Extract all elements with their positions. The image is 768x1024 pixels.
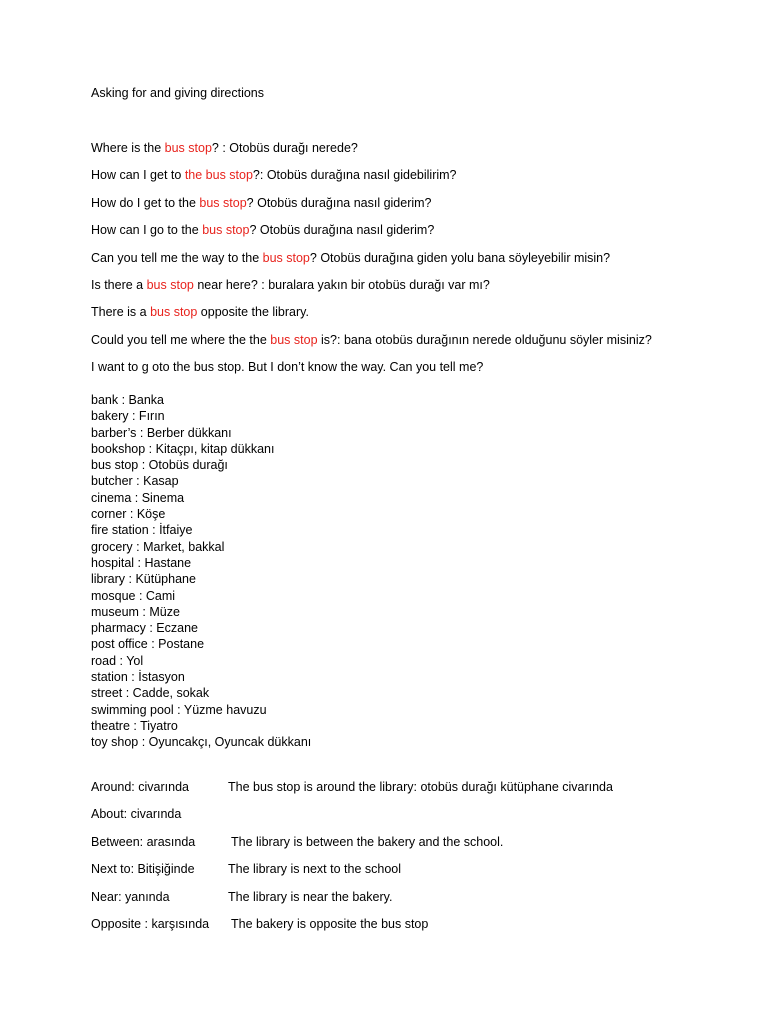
direction-phrases-list — [91, 140, 652, 387]
phrase-text: How can I go to the — [91, 223, 203, 238]
vocabulary-item: hospital : Hastane — [91, 555, 192, 570]
phrase-line — [91, 359, 652, 386]
phrase-text: How do I get to the — [91, 195, 200, 210]
preposition-term: Opposite : karşısında — [91, 916, 210, 931]
phrase-highlight: the bus stop — [184, 168, 253, 183]
phrase-text: How can I get to — [91, 168, 185, 183]
vocabulary-item: road : Yol — [91, 653, 144, 668]
vocabulary-item: post office : Postane — [91, 637, 205, 652]
vocabulary-item: butcher : Kasap — [91, 474, 179, 489]
vocabulary-list — [91, 392, 311, 751]
phrase-text: near here? : buralara yakın bir otobüs durağı var mı? — [193, 277, 490, 292]
phrase-line — [91, 277, 652, 304]
vocabulary-item: toy shop : Oyuncakçı, Oyuncak dükkanı — [91, 735, 312, 750]
phrase-text: Could you tell me where the the — [91, 332, 271, 347]
vocabulary-item: corner : Köşe — [91, 507, 166, 522]
vocabulary-item: cinema : Sinema — [91, 490, 185, 505]
preposition-term: Between: arasında — [91, 834, 196, 849]
phrase-text: I want to g oto the bus stop. But I don’t know the way. Can you tell me? — [91, 360, 484, 375]
phrase-line — [91, 250, 652, 277]
phrase-text: ?: Otobüs durağına nasıl gidebilirim? — [252, 168, 457, 183]
vocabulary-item: pharmacy : Eczane — [91, 621, 198, 636]
phrase-text: Is there a — [91, 277, 147, 292]
preposition-example: The library is next to the school — [228, 862, 401, 877]
preposition-example: The library is between the bakery and the school. — [231, 834, 504, 849]
vocabulary-item: bank : Banka — [91, 393, 164, 407]
vocabulary-item: fire station : İtfaiye — [91, 523, 193, 538]
phrase-text: is?: bana otobüs durağının nerede olduğunu söyler misiniz? — [317, 332, 652, 347]
vocabulary-item: bakery : Fırın — [91, 409, 165, 424]
vocabulary-item: museum : Müze — [91, 604, 180, 619]
phrase-text: ? Otobüs durağına nasıl giderim? — [246, 195, 432, 210]
phrase-highlight: bus stop — [150, 305, 198, 320]
phrase-line — [91, 304, 652, 331]
vocabulary-item: swimming pool : Yüzme havuzu — [91, 702, 267, 717]
vocabulary-item: library : Kütüphane — [91, 572, 196, 587]
phrase-text: Can you tell me the way to the — [91, 250, 263, 265]
vocabulary-item: grocery : Market, bakkal — [91, 539, 225, 554]
document-title: Asking for and giving directions — [91, 86, 265, 100]
phrase-line — [91, 332, 652, 359]
phrase-line — [91, 222, 652, 249]
phrase-highlight: bus stop — [270, 332, 318, 347]
vocabulary-item: theatre : Tiyatro — [91, 718, 178, 733]
preposition-term: Next to: Bitişiğinde — [91, 862, 195, 877]
phrase-line — [91, 195, 652, 222]
preposition-term: Near: yanında — [91, 889, 170, 904]
phrase-line — [91, 140, 652, 167]
vocabulary-item: bus stop : Otobüs durağı — [91, 458, 228, 473]
vocabulary-item: station : İstasyon — [91, 670, 185, 685]
phrase-highlight: bus stop — [199, 195, 247, 210]
vocabulary-item: mosque : Cami — [91, 588, 176, 603]
preposition-example: The library is near the bakery. — [228, 889, 393, 904]
phrase-text: ? Otobüs durağına nasıl giderim? — [249, 223, 435, 238]
phrase-line — [91, 167, 652, 194]
phrase-highlight: bus stop — [262, 250, 310, 265]
phrase-text: opposite the library. — [197, 305, 309, 320]
phrase-text: ? : Otobüs durağı nerede? — [211, 141, 358, 155]
preposition-example: The bakery is opposite the bus stop — [231, 916, 429, 931]
preposition-term: Around: civarında — [91, 780, 189, 794]
phrase-text: There is a — [91, 305, 151, 320]
phrase-highlight: bus stop — [202, 223, 250, 238]
vocabulary-item: barber’s : Berber dükkanı — [91, 425, 232, 440]
phrase-highlight: bus stop — [164, 141, 212, 155]
phrase-highlight: bus stop — [146, 277, 194, 292]
vocabulary-item: street : Cadde, sokak — [91, 686, 210, 701]
vocabulary-item: bookshop : Kitaçpı, kitap dükkanı — [91, 441, 275, 456]
phrase-text: Where is the — [91, 141, 165, 155]
phrase-text: ? Otobüs durağına giden yolu bana söyleyebilir misin? — [309, 250, 611, 265]
preposition-term: About: civarında — [91, 807, 182, 822]
preposition-example: The bus stop is around the library: otobüs durağı kütüphane civarında — [228, 780, 613, 794]
